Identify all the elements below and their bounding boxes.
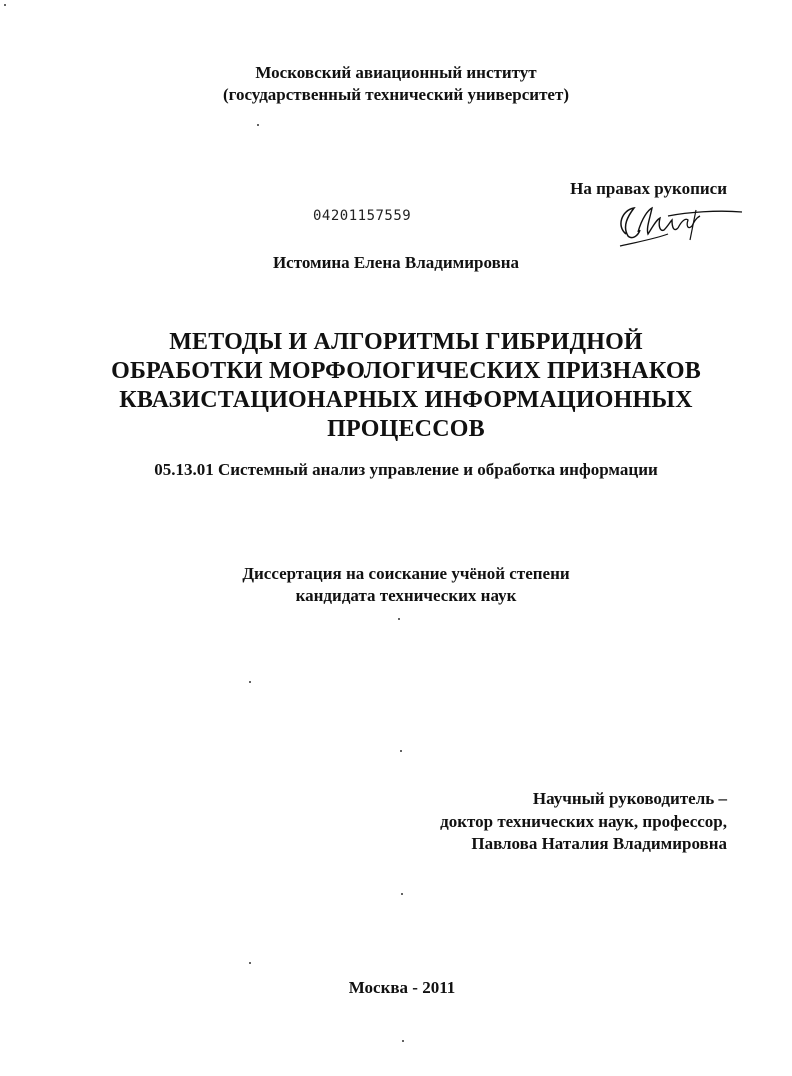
institute-name: Московский авиационный институт	[255, 63, 537, 82]
scan-speck	[401, 893, 403, 895]
scan-speck	[249, 962, 251, 964]
title-line: ОБРАБОТКИ МОРФОЛОГИЧЕСКИХ ПРИЗНАКОВ	[111, 358, 701, 384]
author-signature	[608, 196, 748, 256]
title-line: КВАЗИСТАЦИОНАРНЫХ ИНФОРМАЦИОННЫХ	[119, 387, 693, 413]
supervisor-role: Научный руководитель –	[532, 789, 727, 808]
archive-code: 04201157559	[313, 208, 412, 224]
scan-speck	[249, 681, 251, 683]
scan-speck	[398, 618, 400, 620]
scan-speck	[402, 1040, 404, 1042]
institute-header	[0, 62, 792, 106]
city-year: Москва - 2011	[348, 978, 456, 997]
degree-line: кандидата технических наук	[295, 586, 517, 605]
dissertation-title	[0, 328, 792, 444]
degree-statement	[0, 563, 792, 607]
supervisor-block	[380, 788, 727, 856]
supervisor-name: Павлова Наталия Владимировна	[471, 834, 727, 853]
scan-speck	[4, 4, 6, 6]
author-name: Истомина Елена Владимировна	[272, 253, 520, 272]
institute-subtitle: (государственный технический университет)	[223, 85, 569, 104]
supervisor-credentials: доктор технических наук, профессор,	[440, 811, 727, 831]
scan-speck	[400, 750, 402, 752]
degree-line: Диссертация на соискание учёной степени	[242, 564, 570, 583]
specialty-code: 05.13.01 Системный анализ управление и обработка информации	[154, 460, 658, 479]
title-line: МЕТОДЫ И АЛГОРИТМЫ ГИБРИДНОЙ	[169, 329, 643, 355]
title-line: ПРОЦЕССОВ	[327, 416, 485, 442]
scan-speck	[257, 124, 259, 126]
manuscript-rights-label: На правах рукописи	[570, 179, 727, 198]
